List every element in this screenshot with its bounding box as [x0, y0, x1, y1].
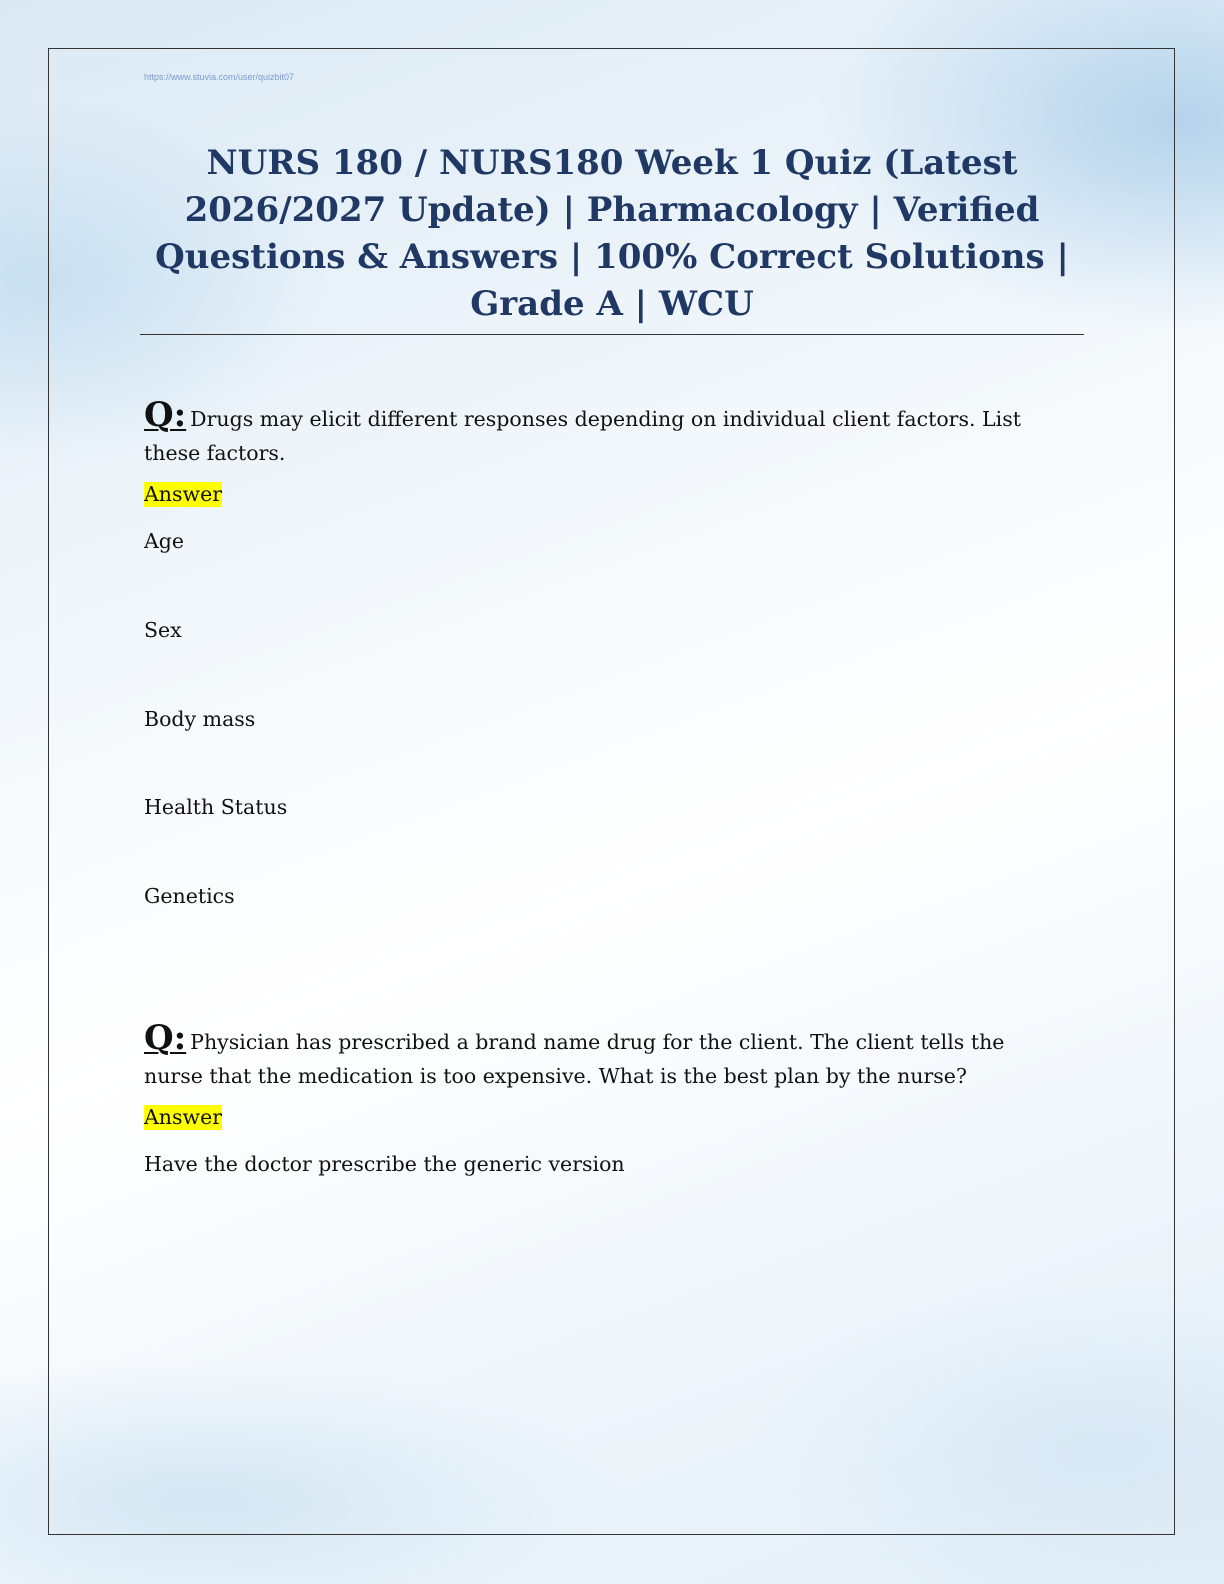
question-block-1: [144, 395, 1064, 908]
answer-item: Sex: [144, 618, 182, 642]
question-text: Physician has prescribed a brand name drug for the client. The client tells the nurse that the medication is too expensive. What is the best plan by the nurse?: [144, 1030, 1005, 1088]
answer-item: Have the doctor prescribe the generic version: [144, 1152, 625, 1176]
question-1: [144, 395, 1064, 470]
question-marker: Q:: [144, 395, 187, 435]
document-title: NURS 180 / NURS180 Week 1 Quiz (Latest 2026/2027 Update) | Pharmacology | Verified Questions & Answers | 100% Correct Solutions | Grade A | WCU: [155, 143, 1069, 324]
answer-item: Genetics: [144, 884, 235, 908]
answer-label-highlight: Answer: [144, 1105, 223, 1129]
answer-item: Health Status: [144, 795, 288, 819]
question-marker: Q:: [144, 1018, 187, 1058]
title-divider: [140, 334, 1084, 335]
answer-item: Age: [144, 529, 185, 553]
question-block-2: [144, 1018, 1064, 1176]
source-url-link[interactable]: https://www.stuvia.com/user/quizbit07: [144, 72, 295, 82]
question-2: [144, 1018, 1064, 1093]
answer-item: Body mass: [144, 707, 256, 731]
question-text: Drugs may elicit different responses depending on individual client factors. List these factors.: [144, 407, 1021, 465]
answer-label-highlight: Answer: [144, 482, 223, 506]
